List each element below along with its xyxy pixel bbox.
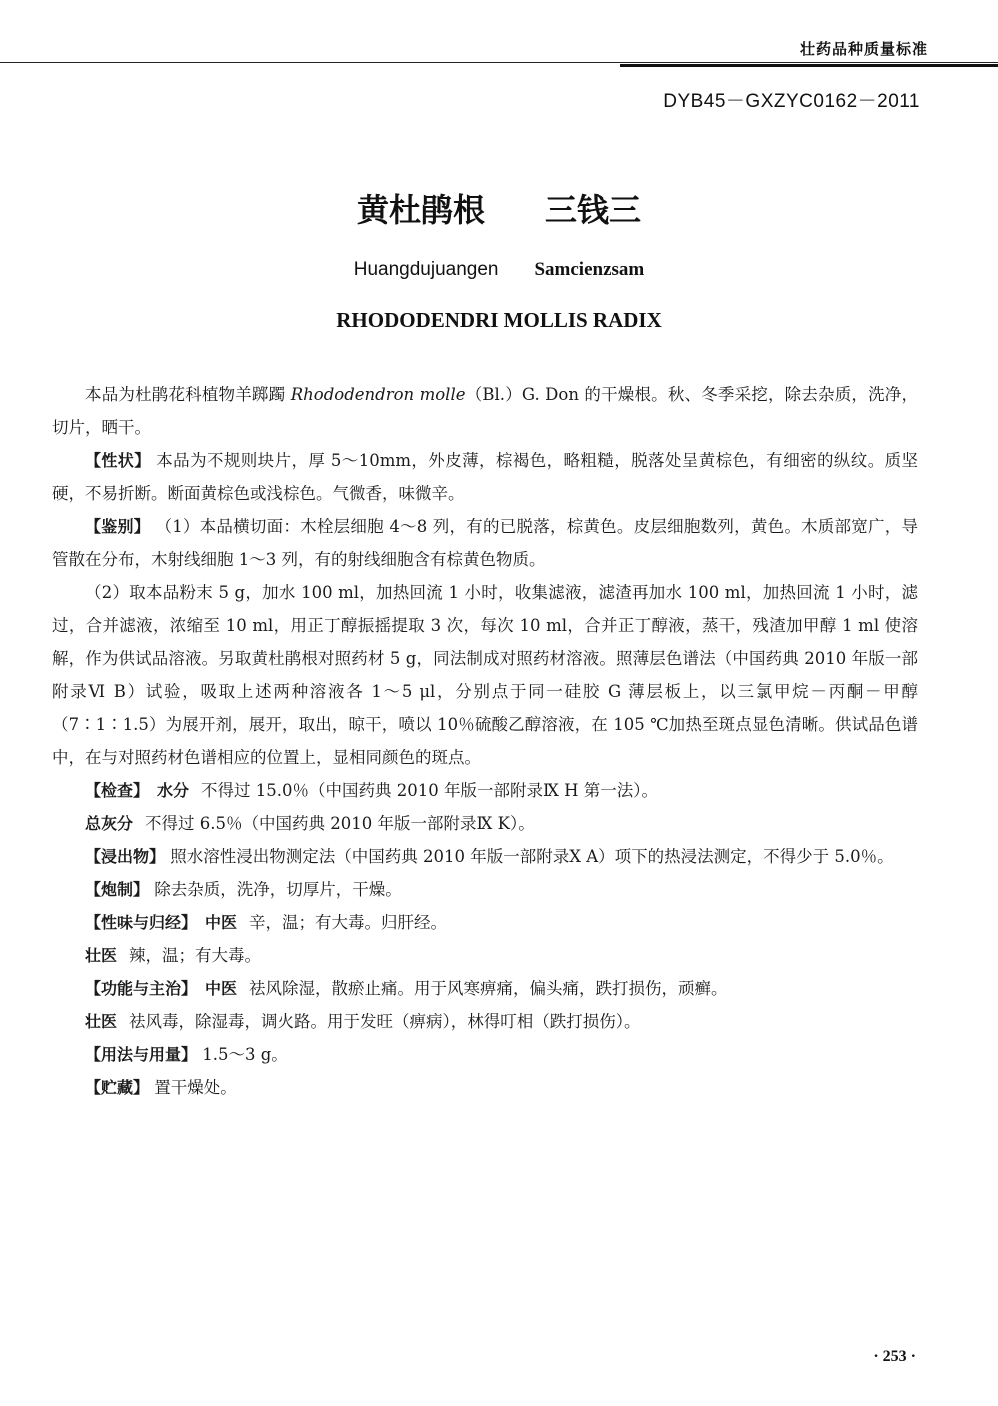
section-heading: 【贮藏】 <box>85 1078 150 1097</box>
section-zhucang: 【贮藏】 置干燥处。 <box>85 1078 237 1097</box>
section-xingzhuang: 【性状】 本品为不规则块片，厚 5～10mm，外皮薄，棕褐色，略粗糙，脱落处呈黄棕色，有细密的纵纹。质坚硬，不易折断。断面黄棕色或浅棕色。气微香，味微辛。 <box>52 451 918 503</box>
tcm-label: 中医 <box>205 913 238 932</box>
section-heading: 【检查】 <box>85 781 150 800</box>
section-heading: 【用法与用量】 <box>85 1045 198 1064</box>
standard-code: DYB45－GXZYC0162－2011 <box>663 91 920 112</box>
section-xingwei: 【性味与归经】 中医 辛，温；有大毒。归肝经。 <box>85 913 448 932</box>
latin-name: RHODODENDRI MOLLIS RADIX <box>336 308 662 332</box>
section-jianbie-tlc: （2）取本品粉末 5 g，加水 100 ml，加热回流 1 小时，收集滤液，滤渣再加水 100 ml，加热回流 1 小时，滤过，合并滤液，浓缩至 10 ml，用正丁醇振摇提取 3 次，每次 10 ml，合并正丁醇液，蒸干，残渣加甲醇 1 ml 使溶解，作为供试品溶液。另取黄杜鹃根对照药材 5 g，同法制成对照药材溶液。照薄层色谱法（中国药典 2010 年版一部附录Ⅵ B）试验，吸取上述两种溶液各 1～5 μl，分别点于同一硅胶 G 薄层板上，以三氯甲烷－丙酮－甲醇（7∶1∶1.5）为展开剂，展开，取出，晾干，喷以 10％硫酸乙醇溶液，在 105 ℃加热至斑点显色清晰。供试品色谱中，在与对照药材色谱相应的位置上，显相同颜色的斑点。 <box>52 583 918 767</box>
header-rule-thin <box>0 62 998 63</box>
pinyin-name: Huangdujuangen <box>353 259 499 280</box>
section-heading: 【功能与主治】 <box>85 979 198 998</box>
title-chinese-name: 黄杜鹃根 <box>356 191 485 229</box>
zhuang-medicine-label: 壮医 <box>85 1012 118 1031</box>
section-jiancha: 【检查】 水分 不得过 15.0％（中国药典 2010 年版一部附录Ⅸ H 第一法）。 <box>85 781 659 800</box>
page-title <box>0 185 998 231</box>
running-head: 壮药品种质量标准 <box>799 40 928 58</box>
section-paozhi: 【炮制】 除去杂质，洗净，切厚片，干燥。 <box>85 880 402 899</box>
section-gongneng-zhuang: 壮医 祛风毒，除湿毒，调火路。用于发旺（痹病），林得叮相（跌打损伤）。 <box>85 1012 641 1031</box>
zhuang-romanized-name: Samcienzsam <box>534 259 645 280</box>
monograph-body <box>52 378 918 1104</box>
section-xingwei-zhuang: 壮医 辣，温；有大毒。 <box>85 946 262 965</box>
section-gongneng: 【功能与主治】 中医 祛风除湿，散瘀止痛。用于风寒痹痛，偏头痛，跌打损伤，顽癣。 <box>85 979 728 998</box>
section-jinchuwu: 【浸出物】 照水溶性浸出物测定法（中国药典 2010 年版一部附录Ⅹ A）项下的热浸法测定，不得少于 5.0％。 <box>85 847 894 866</box>
zhuang-medicine-label: 壮医 <box>85 946 118 965</box>
species-name: Rhododendron molle <box>290 385 466 404</box>
section-heading: 【鉴别】 <box>85 517 150 536</box>
section-heading: 【浸出物】 <box>85 847 166 866</box>
section-jiancha-ash: 总灰分 不得过 6.5％（中国药典 2010 年版一部附录Ⅸ K）。 <box>85 814 535 833</box>
section-yongfa: 【用法与用量】 1.5～3 g。 <box>85 1045 288 1064</box>
water-label: 水分 <box>157 781 190 800</box>
tcm-label: 中医 <box>205 979 238 998</box>
title-zhuang-name: 三钱三 <box>545 191 642 229</box>
section-jianbie: 【鉴别】 （1）本品横切面：木栓层细胞 4～8 列，有的已脱落，棕黄色。皮层细胞数列，黄色。木质部宽广，导管散在分布，木射线细胞 1～3 列，有的射线细胞含有棕黄色物质。 <box>52 517 919 569</box>
section-heading: 【性状】 <box>85 451 151 470</box>
page-number: · 253 · <box>873 1348 916 1365</box>
intro-paragraph: 本品为杜鹃花科植物羊踯躅 Rhododendron molle（Bl.）G. Don 的干燥根。秋、冬季采挖，除去杂质，洗净，切片，晒干。 <box>52 385 919 437</box>
pinyin-line <box>0 258 998 281</box>
section-heading: 【炮制】 <box>85 880 150 899</box>
section-heading: 【性味与归经】 <box>85 913 198 932</box>
header-rule-thick <box>620 64 998 67</box>
ash-label: 总灰分 <box>85 814 134 833</box>
